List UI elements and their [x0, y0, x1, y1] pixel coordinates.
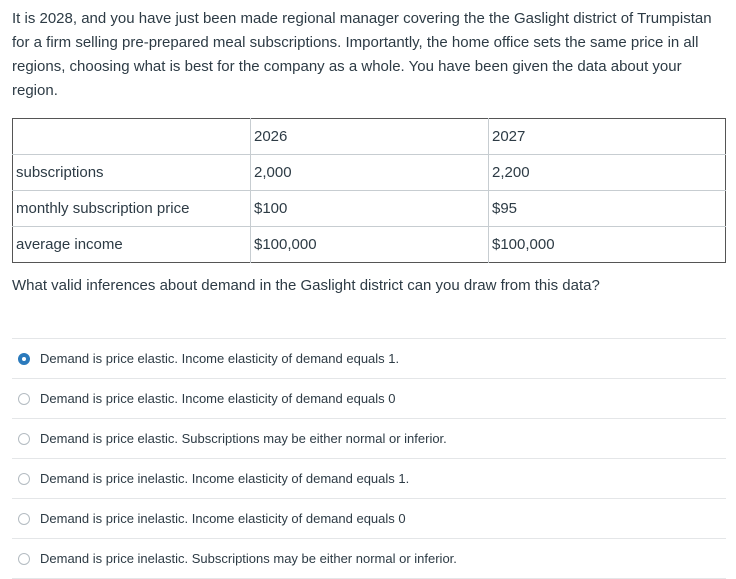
answer-label: Demand is price elastic. Subscriptions may be either normal or inferior.	[40, 431, 447, 446]
answer-option[interactable]	[12, 419, 726, 459]
table-row	[13, 191, 726, 227]
answer-option[interactable]	[12, 539, 726, 579]
radio-button[interactable]	[18, 393, 30, 405]
table-row-label: average income	[13, 227, 251, 263]
radio-button[interactable]	[18, 553, 30, 565]
table-row	[13, 227, 726, 263]
answer-list	[12, 338, 726, 579]
table-cell: $100	[251, 191, 489, 227]
answer-label: Demand is price elastic. Income elasticity of demand equals 1.	[40, 351, 400, 366]
answer-label: Demand is price inelastic. Income elasticity of demand equals 0	[40, 511, 406, 526]
table-cell: $100,000	[489, 227, 726, 263]
table-cell: 2,200	[489, 155, 726, 191]
answer-option[interactable]	[12, 339, 726, 379]
radio-button[interactable]	[18, 513, 30, 525]
answer-label: Demand is price inelastic. Subscriptions may be either normal or inferior.	[40, 551, 457, 566]
table-header-row	[13, 119, 726, 155]
question-prompt: What valid inferences about demand in the Gaslight district can you draw from this data?	[12, 277, 600, 294]
radio-button-selected[interactable]	[18, 353, 30, 365]
table-header-cell	[13, 119, 251, 155]
table-header-cell: 2026	[251, 119, 489, 155]
answer-label: Demand is price elastic. Income elasticity of demand equals 0	[40, 391, 396, 406]
table-row	[13, 155, 726, 191]
table-cell: $100,000	[251, 227, 489, 263]
table-row-label: monthly subscription price	[13, 191, 251, 227]
data-table	[12, 118, 726, 263]
answer-option[interactable]	[12, 499, 726, 539]
radio-button[interactable]	[18, 473, 30, 485]
answer-option[interactable]	[12, 459, 726, 499]
answer-label: Demand is price inelastic. Income elasticity of demand equals 1.	[40, 471, 410, 486]
table-header-cell: 2027	[489, 119, 726, 155]
answer-option[interactable]	[12, 379, 726, 419]
table-cell: 2,000	[251, 155, 489, 191]
question-intro: It is 2028, and you have just been made regional manager covering the the Gaslight district of Trumpistan for a firm selling pre-prepared meal subscriptions. Importantly, the home office sets the same price in all regions, choosing what is best for the company as a whole. You have been given the data about your region.	[12, 10, 712, 99]
radio-button[interactable]	[18, 433, 30, 445]
table-row-label: subscriptions	[13, 155, 251, 191]
table-cell: $95	[489, 191, 726, 227]
